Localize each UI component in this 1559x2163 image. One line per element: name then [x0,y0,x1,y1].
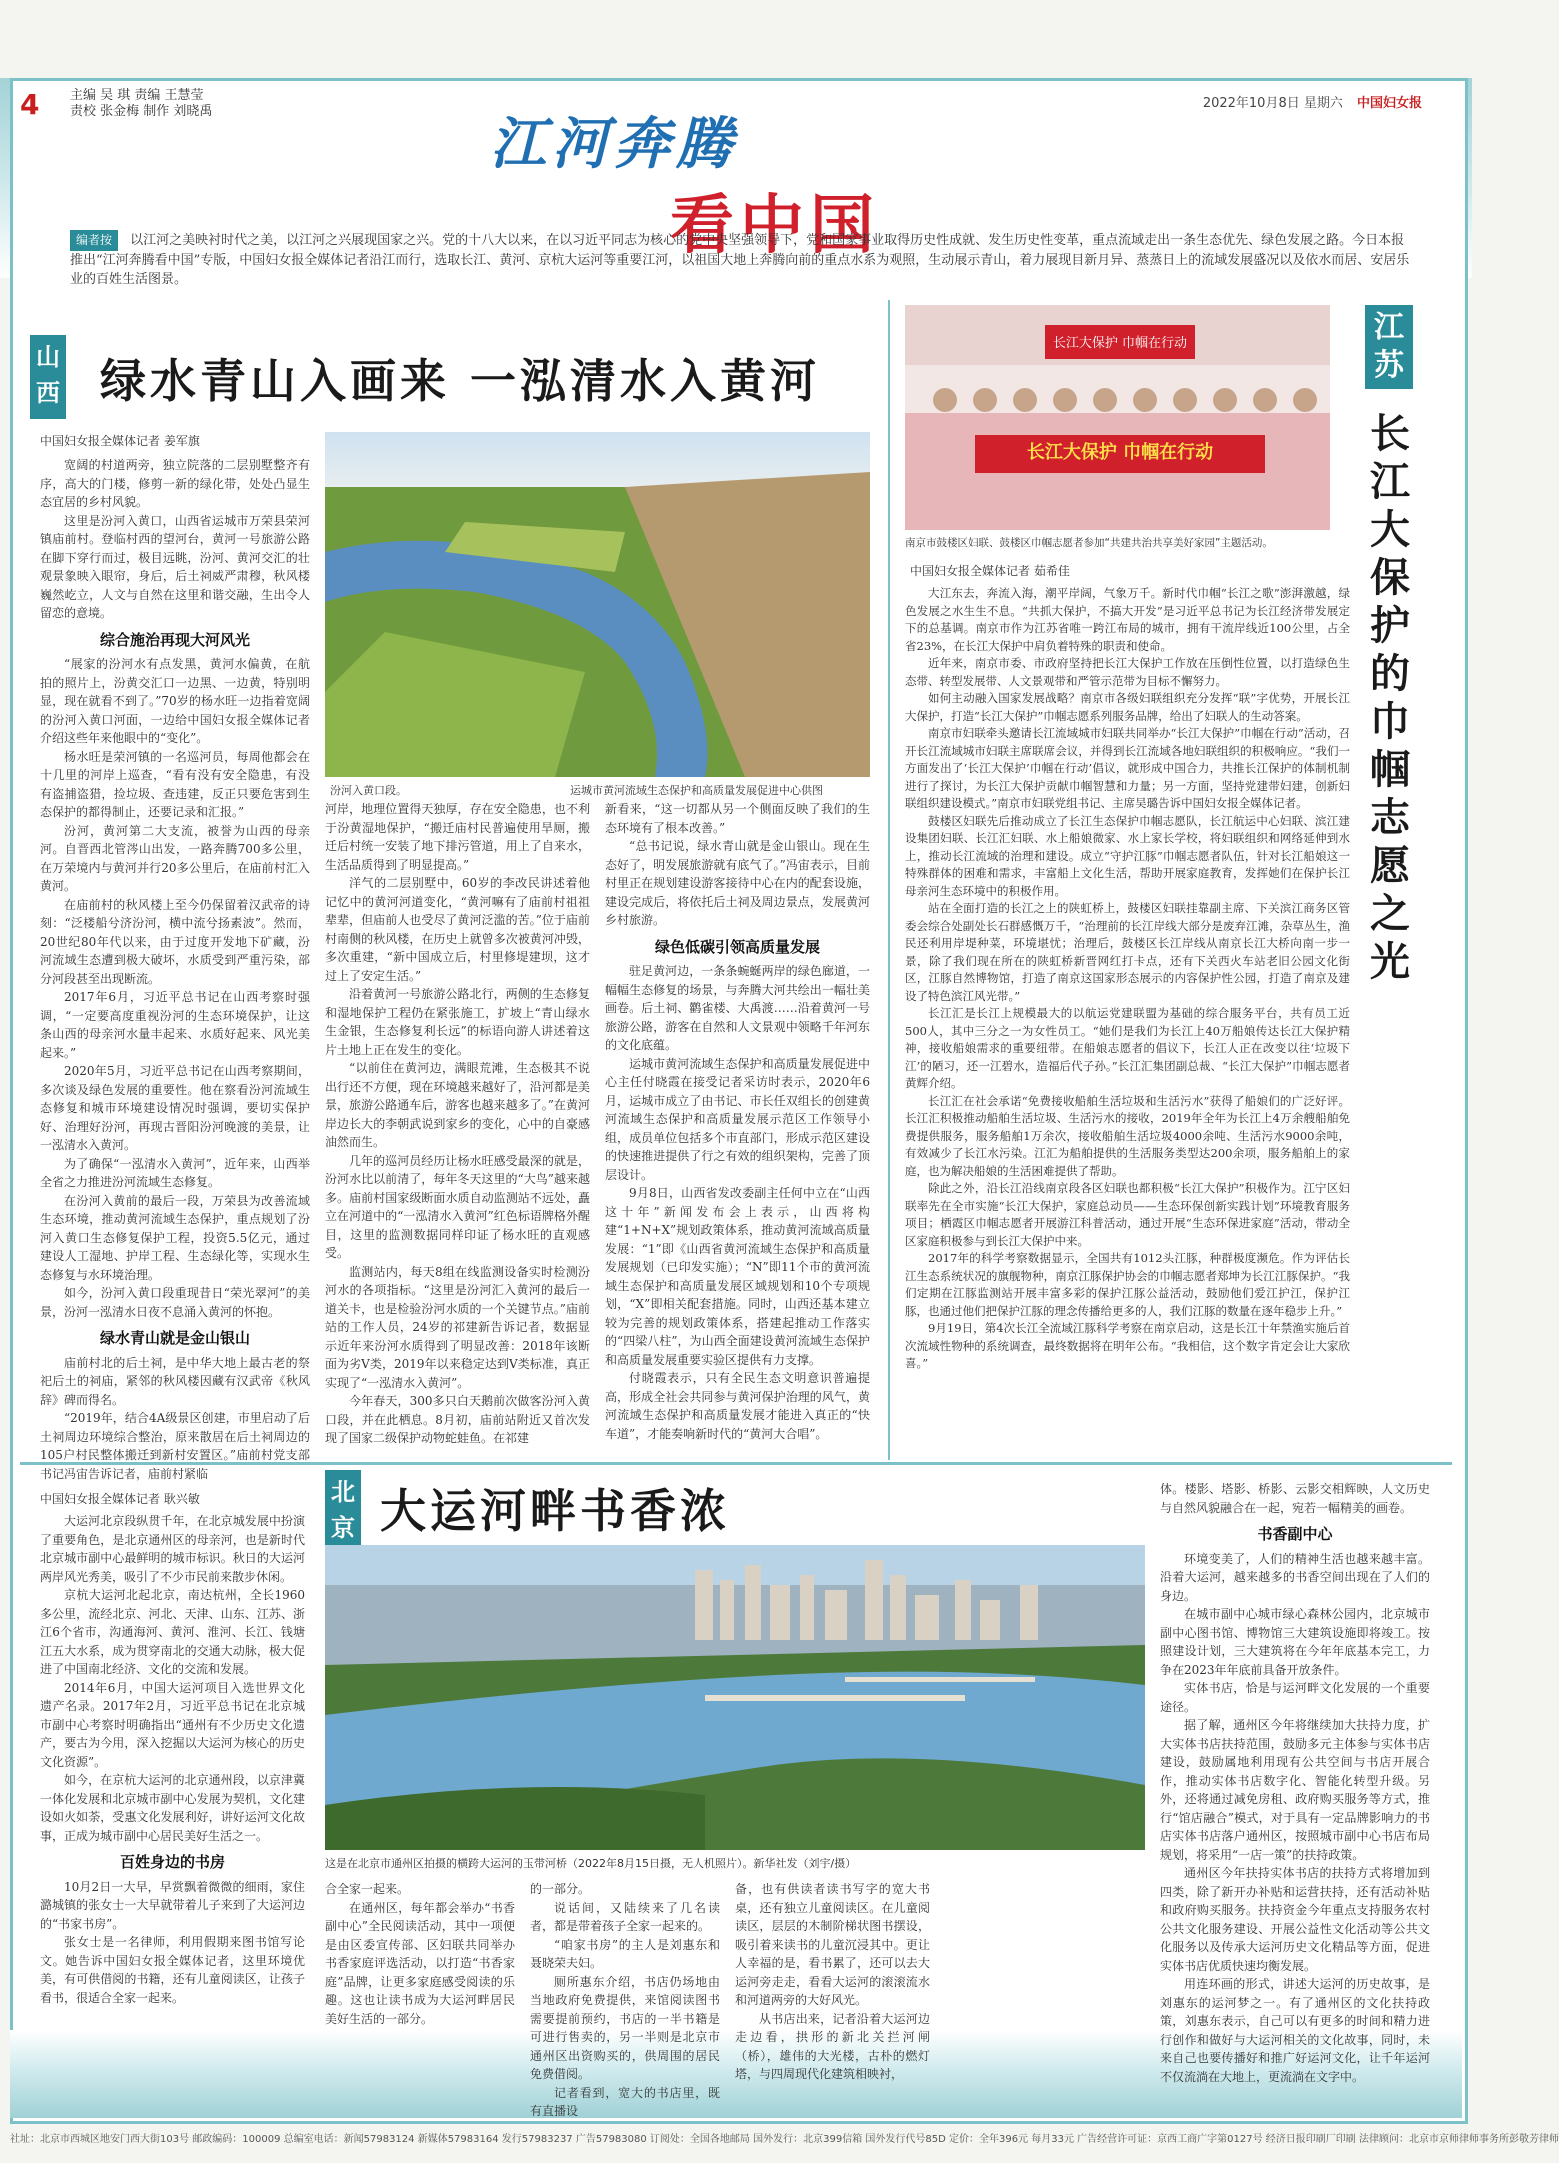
beijing-column-1 [40,1512,305,2012]
jiangsu-headline: 长江大保护的巾帼志愿之光 [1370,410,1410,985]
beijing-headline: 大运河畔书香浓 [380,1484,730,1538]
subhead: 绿色低碳引领高质量发展 [654,937,820,956]
beijing-column-5 [1160,1480,1430,2084]
jiangsu-photo-caption: 南京市鼓楼区妇联、鼓楼区巾帼志愿者参加“共建共治共享美好家园”主题活动。 [905,537,1273,549]
paragraph: 付晓霞表示，只有全民生态文明意识普遍提高，形成全社会共同参与黄河保护治理的风气，黄河流域生态保护和高质量发展才能进入真正的“快车道”，才能奏响新时代的“黄河大合唱”。 [605,1371,870,1441]
paragraph: 在通州区，每年都会举办“书香副中心”全民阅读活动，其中一项便是由区委宣传部、区妇联共同举办书香家庭评选活动，以打造“书香家庭”品牌，让更多家庭感受阅读的乐趣。这也让读书成为大运河畔居民美好生活的一部分。 [325,1900,515,2026]
editor-credits-line2: 责校 张金梅 制作 刘晓禹 [70,104,213,119]
shanxi-column-2 [325,800,590,1456]
paragraph: 驻足黄河边，一条条蜿蜒两岸的绿色廊道，一幅幅生态修复的场景，与奔腾大河共绘出一幅壮美画卷。后土祠、鹳雀楼、大禹渡……沿着黄河一号旅游公路，游客在自然和人文景观中领略千年河东的文化底蕴。 [605,964,870,1052]
page-number: 4 [20,88,40,121]
shanxi-photo-caption-left: 汾河入黄口段。 [330,784,407,797]
masthead-line1: 江河奔腾 [490,111,738,177]
paragraph: 说话间，又陆续来了几名读者，都是带着孩子全家一起来的。 [530,1900,720,1933]
paragraph: 在城市副中心城市绿心森林公园内，北京城市副中心图书馆、博物馆三大建筑设施即将竣工。按照建设计划，三大建筑将在今年年底基本完工，力争在2023年年底前具备开放条件。 [1160,1607,1430,1677]
page-footer: 社址：北京市西城区地安门西大街103号 邮政编码：100009 总编室电话：新闻57983124 新媒体57983164 发行57983237 广告57983080 订阅处：全国各地邮局 国外发行：北京399信箱 国外发行代号85D 定价：全年396元 每月33元 广告经营许可证：京西工商广字第0127号 经济日报印刷厂印刷 法律顾问：北京市京师律师事务所彭敬芳律师 [10,2134,1559,2145]
region-tag-jiangsu: 江苏 [1365,305,1413,389]
paragraph: 庙前村北的后土祠，是中华大地上最古老的祭祀后土的祠庙，紧邻的秋风楼因藏有汉武帝《秋风辞》碑而得名。 [40,1355,310,1407]
jiangsu-photo-banner: 长江大保护 巾帼在行动 [1026,442,1214,463]
paragraph: 杨水旺是荣河镇的一名巡河员，每周他都会在十几里的河岸上巡查，“看有没有安全隐患，有没有盗捕盗猎，捡垃圾、查违建，反正只要危害到生态保护的都得制止，还要记录和汇报。” [40,749,310,819]
editor-note-text: 以江河之美映衬时代之美，以江河之兴展现国家之兴。党的十八大以来，在以习近平同志为核心的党中央坚强领导下，党和国家事业取得历史性成就、发生历史性变革，重点流域走出一条生态优先、绿色发展之路。今日本报推出“江河奔腾看中国”专版，中国妇女报全媒体记者沿江而行，选取长江、黄河、京杭大运河等重要江河，以祖国大地上奔腾向前的重点水系为观照，生动展示青山，着力展现目新月异、蒸蒸日上的流域发展盛况以及依水而居、安居乐业的百姓生活图景。 [70,233,1410,287]
shanxi-byline: 中国妇女报全媒体记者 姜军旗 [40,434,200,448]
paragraph: 用连环画的形式，讲述大运河的历史故事，是刘惠东的运河梦之一。有了通州区的文化扶持政策，刘惠东表示，自己可以有更多的时间和精力进行创作和做好与大运河相关的文化故事，同时，未来自己也要传播好和推广好运河文化，让千年运河不仅流淌在大地上，更流淌在文字中。 [1160,1977,1430,2084]
paragraph: “以前住在黄河边，满眼荒滩，生态极其不说出行还不方便，现在环境越来越好了，沿河都是美景，旅游公路通车后，游客也越来越多了。”在黄河岸边长大的李朝武说到家乡的变化，心中的自豪感油然而生。 [325,1061,590,1149]
paragraph: 如何主动融入国家发展战略？南京市各级妇联组织充分发挥“联”字优势，开展长江大保护，打造“长江大保护”巾帼志愿系列服务品牌，给出了妇联人的生动答案。 [905,691,1350,723]
paragraph: 汾河，黄河第二大支流，被誉为山西的母亲河。自晋西北管涔山出发，一路奔腾700多公里，在万荣境内与黄河并行20多公里后，在庙前村汇入黄河。 [40,823,310,893]
paragraph: 河岸，地理位置得天独厚，存在安全隐患，也不利于汾黄湿地保护，“搬迁庙村民普遍使用旱厕，搬迁后村统一安装了地下排污管道，用上了自来水，生活品质得到了明显提高。” [325,802,590,872]
paragraph: 2020年5月，习近平总书记在山西考察期间，多次谈及绿色发展的重要性。他在察看汾河流域生态修复和城市环境建设情况时强调，要切实保护好、治理好汾河，再现古晋阳汾河晚渡的美景，让一泓清水入黄河。 [40,1064,310,1152]
paragraph: 10月2日一大早，早赏飘着微微的细雨，家住潞城镇的张女士一大早就带着儿子来到了大运河边的“书家书房”。 [40,1879,305,1931]
paragraph: 这里是汾河入黄口，山西省运城市万荣县荣河镇庙前村。登临村西的望河台，黄河一号旅游公路在脚下穿行而过，极目远眺，汾河、黄河交汇的壮观景象映入眼帘，身后，后土祠威严肃穆，秋风楼巍然屹立，人文与自然在这里和谐交融，生出令人留恋的意境。 [40,513,310,620]
paragraph: 宽阔的村道两旁，独立院落的二层别墅整齐有序，高大的门楼，修剪一新的绿化带，处处凸显生态宜居的乡村风貌。 [40,458,310,509]
jiangsu-byline: 中国妇女报全媒体记者 茹希佳 [910,564,1070,578]
paragraph: 京杭大运河北起北京，南达杭州，全长1960多公里，流经北京、河北、天津、山东、江苏、浙江6个省市，沟通海河、黄河、淮河、长江、钱塘江五大水系，成为贯穿南北的交通大动脉，极大促进了中国南北经济、文化的交流和发展。 [40,1588,305,1676]
issue-date [1203,92,1422,111]
paragraph: 长江汇是长江上规模最大的以航运党建联盟为基础的综合服务平台，共有员工近500人，其中三分之一为女性员工。“她们是我们为长江上40万船娘传达长江大保护精神，接收船娘需求的重要纽带。在船娘志愿者的倡议下，长江人正在改变以往‘垃圾下江’的陋习，还一江碧水，造福后代子孙。”长江汇集团副总裁、“长江大保护”巾帼志愿者黄辉介绍。 [905,1006,1350,1090]
paragraph: 厕所惠东介绍，书店仍场地由当地政府免费提供，来馆阅读图书需要提前预约，书店的一半书籍是可进行售卖的，另一半则是北京市通州区出资购买的，供周围的居民免费借阅。 [530,1974,720,2081]
paragraph: 环境变美了，人们的精神生活也越来越丰富。沿着大运河，越来越多的书香空间出现在了人们的身边。 [1160,1551,1430,1603]
paragraph: 在汾河入黄前的最后一段，万荣县为改善流域生态环境，推动黄河流域生态保护，重点规划了汾河入黄口生态修复保护工程，投资5.5亿元，通过建设人工湿地、护岸工程、生态绿化等，实现水生态修复与水环境治理。 [40,1193,310,1282]
paragraph: “总书记说，绿水青山就是金山银山。现在生态好了，明发展旅游就有底气了。”冯宙表示，目前村里正在规划建设游客接待中心在内的配套设施，建设完成后，将依托后土祠及周边景点，发展黄河乡村旅游。 [605,839,870,927]
beijing-column-3 [530,1880,720,2118]
shanxi-headline: 绿水青山入画来 一泓清水入黄河 [100,354,821,408]
horizontal-divider [20,1462,1452,1465]
paragraph: 鼓楼区妇联先后推动成立了长江生态保护巾帼志愿队，长江航运中心妇联、滨江建设集团妇联、长江汇妇联、水上船娘微家、水上家长学校，将妇联组织和网络延伸到水上，推动长江流域的治理和建设。成立“守护江豚”巾帼志愿者队伍，针对长江船娘这一特殊群体的困难和需求，丰富船上文化生活，帮助开展家庭教育，发挥她们在保护长江母亲河生态环境中的积极作用。 [905,813,1350,898]
shanxi-photo-caption-right: 运城市黄河流域生态保护和高质量发展促进中心供图 [570,784,823,797]
paragraph: 为了确保“一泓清水入黄河”，近年来，山西举全省之力推进汾河流域生态修复。 [40,1156,310,1189]
paragraph: 沿着黄河一号旅游公路北行，两侧的生态修复和湿地保护工程仍在紧张施工，扩坡上“青山绿水生金银，生态修复利长远”的标语向游人讲述着这片土地上正在发生的变化。 [325,987,590,1057]
paragraph: 在庙前村的秋风楼上至今仍保留着汉武帝的诗刻：“泛楼船兮济汾河，横中流兮扬素波”。然而，20世纪80年代以来，由于过度开发地下矿藏，汾河流域生态遭到极大破坏，水质受到严重污染，部分河段甚至出现断流。 [40,897,310,986]
paragraph: 2017年6月，习近平总书记在山西考察时强调，“一定要高度重视汾河的生态环境保护，让这条山西的母亲河水量丰起来、水质好起来、风光美起来。” [40,990,310,1060]
paragraph: 南京市妇联牵头邀请长江流域城市妇联共同举办“长江大保护”巾帼在行动”活动，召开长江流域城市妇联主席联席会议，并得到长江流域各地妇联组织的积极响应。“我们一方面发出了‘长江大保护’巾帼在行动’倡议，就形成中国合力，共推长江保护的体制机制进行了探讨，为长江大保护贡献巾帼智慧和力量；另一方面，坚持党建带妇建，创新妇联组织建设模式。”南京市妇联党组书记、主席吴璐告诉中国妇女报全媒体记者。 [905,726,1350,810]
paragraph: 合全家一起来。 [325,1882,410,1896]
beijing-photo-caption: 这是在北京市通州区拍摄的横跨大运河的玉带河桥（2022年8月15日摄，无人机照片）。新华社发（刘宇/摄） [325,1857,857,1870]
shanxi-photo [325,432,870,777]
beijing-photo [325,1545,1145,1850]
region-tag-beijing: 北京 [325,1470,361,1554]
beijing-byline: 中国妇女报全媒体记者 耿兴敏 [40,1492,200,1506]
paragraph: 从书店出来，记者沿着大运河边走边看，拱形的新北关拦河闸（桥），雄伟的大光楼，古朴的燃灯塔，与四周现代化建筑相映衬， [735,2011,930,2081]
paragraph: 张女士是一名律师，利用假期来图书馆写论文。她告诉中国妇女报全媒体记者，这里环境优美，有可供借阅的书籍，还有儿童阅读区，让孩子看书，很适合全家一起来。 [40,1935,305,2005]
subhead: 书香副中心 [1257,1525,1333,1543]
region-tag-shanxi: 山西 [30,335,66,419]
jiangsu-column [905,585,1350,1445]
paragraph: 的一部分。 [530,1882,591,1896]
masthead-line2: 看中国 [670,188,880,263]
paragraph: 今年春天，300多只白天鹅前次做客汾河入黄口段，并在此栖息。8月初，庙前站附近又首次发现了国家二级保护动物蛇蛙鱼。在祁建 [325,1394,590,1445]
shanxi-column-1 [40,456,310,1481]
paragraph: “展家的汾河水有点发黑，黄河水偏黄，在航拍的照片上，汾黄交汇口一边黑、一边黄，特别明显，现在就看不到了。”70岁的杨水旺一边指着宽阔的汾河入黄口河面，一边给中国妇女报全媒体记者介绍这些年来他眼中的“变化”。 [40,657,310,745]
paragraph: 备，也有供读者读书写字的宽大书桌，还有独立儿童阅读区。在儿童阅读区，层层的木制阶梯状图书摆设，吸引着来读书的儿童沉浸其中。更让人幸福的是，看书累了，还可以去大运河旁走走，看看大运河的滚滚流水和河道两旁的大好风光。 [735,1882,930,2007]
paragraph: 2017年的科学考察数据显示，全国共有1012头江豚，种群极度濒危。作为评估长江生态系统状况的旗舰物种，南京江豚保护协会的巾帼志愿者郑坤为长江江豚保护。“我们定期在江豚监测站开展丰富多彩的保护江豚公益活动，鼓励他们爱江护江，保护江豚，也通过他们把保护江豚的理念传播给更多的人，我们江豚的数量在逐年稳步上升。” [905,1251,1350,1318]
paragraph: 洋气的二层别墅中，60岁的李改民讲述着他记忆中的黄河河道变化，“黄河嘛有了庙前村祖祖辈辈，但庙前人也受尽了黄河泛滥的苦。”位于庙前村南侧的秋风楼，在历史上就曾多次被黄河冲毁，多次重建，“新中国成立后，村里修堤建坝，这才过上了安定生活。” [325,876,590,983]
svg-text:长江大保护 巾帼在行动: 长江大保护 巾帼在行动 [1052,336,1188,351]
paragraph: 除此之外，沿长江沿线南京段各区妇联也都积极“长江大保护”积极作为。江宁区妇联率先在全市实施“长江大保护，家庭总动员——生态环保创新实践计划”环境教育服务项目；栖霞区巾帼志愿者开展游江科普活动，通过开展“生态环保进家庭”活动，带动全区家庭积极参与到长江大保护中来。 [905,1181,1350,1248]
paragraph: “咱家书房”的主人是刘惠东和聂晓荣夫妇。 [530,1937,720,1970]
editor-note-tag: 编者按 [70,230,118,251]
paragraph: 长江汇在社会承诺“免费接收船舶生活垃圾和生活污水”获得了船娘们的广泛好评。长江汇积极推动船舶生活垃圾、生活污水的接收，2019年全年为长江上4万余艘船舶免费提供服务，服务船舶1万余次，接收船舶生活垃圾4000余吨、生活污水9000余吨，有效减少了长江水污染。江汇为船舶提供的生活服务类型达200余项，服务船舶上的家庭，也为解决船娘的生活困难提供了帮助。 [905,1093,1350,1178]
paragraph: 监测站内，每天8组在线监测设备实时检测汾河水的各项指标。“这里是汾河汇入黄河的最后一道关卡，也是检验汾河水质的一个关键节点。”庙前站的工作人员，24岁的祁建新告诉记者，数据显示近年来汾河水质得到了明显改善：2018年该断面为劣V类，2019年以来稳定达到V类标准，真正实现了“一泓清水入黄河”。 [325,1264,590,1390]
paragraph: 体。楼影、塔影、桥影、云影交相辉映，人文历史与自然风貌融合在一起，宛若一幅精美的画卷。 [1160,1482,1430,1515]
paragraph: 如今，汾河入黄口段重现昔日“荣光翠河”的美景，汾河一泓清水日夜不息涌入黄河的怀抱。 [40,1286,310,1319]
beijing-column-2 [325,1880,515,2026]
shanxi-column-3 [605,800,870,1456]
paragraph: 新看来，“这一切都从另一个侧面反映了我们的生态环境有了根本改善。” [605,802,870,835]
paragraph: 如今，在京杭大运河的北京通州段，以京津冀一体化发展和北京城市副中心发展为契机，文化建设如火如荼，受惠文化发展利好，讲好运河文化故事，正成为城市副中心居民美好生活之一。 [40,1773,305,1843]
paragraph: “2019年，结合4A级景区创建，市里启动了后土祠周边环境综合整治，原来散居在后土祠周边的105户村民整体搬迁到新村安置区。”庙前村党支部书记冯宙告诉记者，庙前村紧临 [40,1411,310,1481]
paragraph: 2014年6月，中国大运河项目入选世界文化遗产名录。2017年2月，习近平总书记在北京城市副中心考察时明确指出“通州有不少历史文化遗产，要古为今用，深入挖掘以大运河为核心的历史文化资源”。 [40,1680,305,1769]
paragraph: 站在全面打造的长江之上的陕虹桥上，鼓楼区妇联挂靠副主席、下关滨江商务区管委会综合处副处长石群感慨万千，“治理前的长江岸线大部分是废弃江滩，杂草丛生，渔民还利用岸堤种菜，环境堪忧；治理后，鼓楼区长江岸线从南京长江大桥向南一步一景，除了我们现在所在的陕虹桥新晋网红打卡点，还有下关西火车站老旧公园文化街区，江豚自然博物馆，打造了南京这国家形态展示的内容保护性公园，打造了南京及建设了特色滨江风光带。” [905,901,1350,1003]
paragraph: 据了解，通州区今年将继续加大扶持力度，扩大实体书店扶持范围，鼓励多元主体参与实体书店建设，鼓励属地利用现有公共空间与书店开展合作，推动实体书店数字化、智能化转型升级。另外，还将通过减免房租、政府购买服务等方式，推行“馆店融合”模式，对于具有一定品牌影响力的书店实体书店落户通州区，按照城市副中心书店布局规划，将采用“一店一策”的扶持政策。 [1160,1718,1430,1862]
vertical-divider [888,300,890,1460]
subhead: 绿水青山就是金山银山 [99,1329,250,1347]
paragraph: 记者看到，宽大的书店里，既有直播设 [530,2085,720,2118]
paragraph: 大运河北京段纵贯千年，在北京城发展中扮演了重要角色，是北京通州区的母亲河，也是新时代北京城市副中心最鲜明的城市标识。秋日的大运河两岸风光秀美，吸引了不少市民前来散步休闲。 [40,1514,305,1584]
paragraph: 几年的巡河员经历让杨水旺感受最深的就是，汾河水比以前清了，每年冬天这里的“大鸟”越来越多。庙前村国家级断面水质自动监测站不远处，矗立在河道中的“一泓清水入黄河”红色标语牌格外醒目，这里的监测数据同样印证了杨水旺的直观感受。 [325,1153,590,1260]
editor-credits [70,88,212,120]
section-masthead [490,100,930,263]
paragraph: 运城市黄河流域生态保护和高质量发展促进中心主任付晓霞在接受记者采访时表示，2020年6月，运城市成立了由书记、市长任双组长的创建黄河流域生态保护和高质量发展示范区工作领导小组，成员单位包括多个市直部门，形成示范区建设的快速推进提供了行之有效的组织架构，完善了顶层设计。 [605,1056,870,1182]
date-text: 2022年10月8日 星期六 [1202,96,1343,111]
jiangsu-photo [905,305,1330,530]
paragraph: 近年来，南京市委、市政府坚持把长江大保护工作放在压倒性位置，以打造绿色生态带、转型发展带、人文景观带和严管示范带为目标不懈努力。 [905,656,1350,688]
paragraph: 9月19日，第4次长江全流域江豚科学考察在南京启动，这是长江十年禁渔实施后首次流域性物种的系统调查，最终数据将在明年公布。“我相信，这个数字肯定会让大家欣喜。” [905,1321,1350,1370]
editor-credits-line1: 主编 吴 琪 责编 王慧莹 [70,88,204,103]
paragraph: 通州区今年扶持实体书店的扶持方式将增加到四类，除了新开办补贴和运营扶持，还有活动补贴和政府购买服务。扶持资金今年重点支持服务农村公共文化服务建设、开展公益性文化活动等公共文化服务以及传承大运河历史文化精品等方面，促进实体书店优质快速均衡发展。 [1160,1866,1430,1973]
paragraph: 9月8日，山西省发改委副主任何中立在“山西这十年”新闻发布会上表示，山西将构建“1+N+X”规划政策体系，推动黄河流域高质量发展：“1”即《山西省黄河流域生态保护和高质量发展规划（已印发实施）；“N”即11个市的黄河流域生态保护和高质量发展区域规划和10个专项规划，“X”即相关配套措施。同时，山西还基本建立较为完善的规划政策体系，搭建起推动工作落实的“四梁八柱”，为山西全面建设黄河流域生态保护和高质量发展重要实验区提供有力支撑。 [605,1186,870,1367]
paper-name: 中国妇女报 [1356,96,1422,111]
editor-note [70,230,1410,289]
beijing-column-4 [735,1880,930,2081]
paragraph: 大江东去，奔流入海，潮平岸阔，气象万千。新时代巾帼“长江之歌”澎湃激越，绿色发展之水生生不息。“共抓大保护，不搞大开发”是习近平总书记为长江经济带发展定下的总基调。南京市作为江苏省唯一跨江布局的城市，拥有干流岸线近100公里，占全省23%，在长江大保护中肩负着特殊的职责和使命。 [905,586,1350,653]
subhead: 百姓身边的书房 [119,1853,225,1871]
paragraph: 实体书店，恰是与运河畔文化发展的一个重要途径。 [1160,1681,1430,1714]
subhead: 综合施治再现大河风光 [99,630,250,649]
